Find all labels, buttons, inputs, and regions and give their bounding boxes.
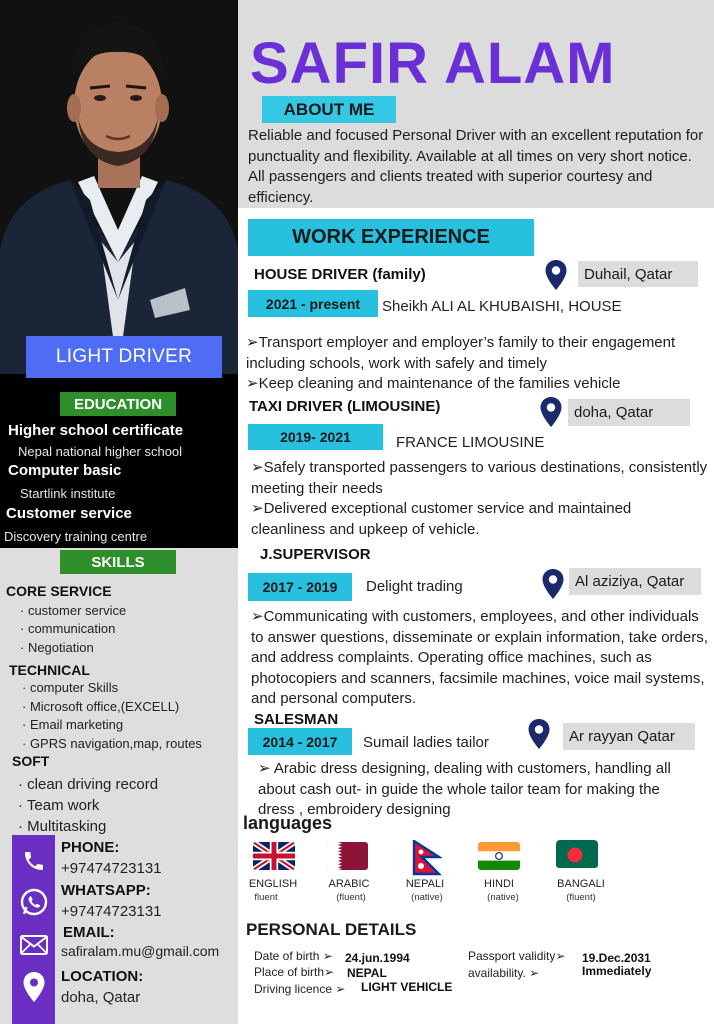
job-location: Al aziziya, Qatar: [569, 568, 701, 595]
availability-value: Immediately: [582, 964, 652, 978]
email-icon: [16, 927, 52, 963]
whatsapp-icon: [16, 884, 52, 920]
email-label: EMAIL:: [63, 924, 115, 941]
job-description: ➢Transport employer and employer’s family to their engagement including schools, work with safely and timely ➢Keep cleaning and maintenance of the families vehicle: [246, 334, 676, 392]
availability-label: availability. ➢: [468, 966, 540, 980]
skill-item: · Microsoft office,(EXCELL): [22, 699, 180, 714]
dob-label: Date of birth ➢: [254, 949, 333, 963]
licence-label: Driving licence ➢: [254, 982, 346, 996]
job-title: HOUSE DRIVER (family): [254, 266, 426, 283]
language-level: (fluent): [566, 892, 596, 903]
location-pin-icon: [539, 396, 563, 428]
work-experience-heading: WORK EXPERIENCE: [248, 219, 534, 256]
job-dates: 2021 - present: [248, 290, 378, 317]
bangladesh-flag-icon: [556, 840, 598, 868]
language-name: HINDI: [484, 878, 514, 890]
language-level: fluent: [254, 892, 278, 903]
education-institution: Discovery training centre: [4, 529, 148, 544]
job-title: TAXI DRIVER (LIMOUSINE): [249, 398, 441, 415]
location-pin-icon: [544, 259, 568, 291]
location-icon: [16, 969, 52, 1005]
qatar-flag-icon: [326, 842, 368, 870]
skill-item: · Multitasking: [18, 818, 107, 835]
education-title: Customer service: [6, 505, 132, 522]
job-employer: Sheikh ALI AL KHUBAISHI, HOUSE: [382, 298, 622, 315]
candidate-name: SAFIR ALAM: [250, 31, 616, 96]
skill-item: · GPRS navigation,map, routes: [22, 736, 202, 751]
job-description: ➢ Arabic dress designing, dealing with customers, handling all about cash out- in guide the whole tailor team for making the dress , embroidery designing: [258, 760, 671, 818]
skill-item: · communication: [20, 621, 116, 636]
job-dates: 2017 - 2019: [248, 573, 352, 601]
pob-label: Place of birth➢: [254, 965, 335, 979]
language-level: (native): [487, 892, 519, 903]
job-location: Ar rayyan Qatar: [563, 723, 695, 750]
language-level: (fluent): [336, 892, 366, 903]
phone-number[interactable]: +97474723131: [61, 860, 162, 877]
whatsapp-number[interactable]: +97474723131: [61, 903, 162, 920]
location-pin-icon: [541, 568, 565, 600]
job-title: J.SUPERVISOR: [260, 546, 371, 563]
language-name: ARABIC: [328, 878, 370, 890]
job-employer: FRANCE LIMOUSINE: [396, 434, 545, 451]
education-institution: Nepal national higher school: [18, 444, 183, 459]
education-heading: EDUCATION: [60, 392, 176, 416]
job-location: Duhail, Qatar: [578, 261, 698, 287]
profile-photo: [0, 0, 238, 374]
skill-item: · Email marketing: [22, 717, 124, 732]
dob-value: 24.jun.1994: [345, 951, 410, 965]
personal-details-heading: PERSONAL DETAILS: [246, 920, 417, 939]
phone-icon: [16, 843, 52, 879]
passport-value: 19.Dec.2031: [582, 951, 651, 965]
job-description: ➢Safely transported passengers to various destinations, consistently meeting their needs ➢Delivered exceptional customer service and maintained cleanliness and upkeep of vehicle.: [251, 459, 708, 538]
india-flag-icon: [478, 842, 520, 870]
email-address[interactable]: safiralam.mu@gmail.com: [61, 943, 220, 959]
language-name: ENGLISH: [248, 878, 298, 890]
phone-label: PHONE:: [61, 839, 120, 856]
location-label: LOCATION:: [61, 968, 144, 985]
uk-flag-icon: [253, 842, 295, 870]
skill-item: · customer service: [20, 603, 127, 618]
education-institution: Startlink institute: [20, 486, 116, 501]
job-description: ➢Communicating with customers, employees, and other individuals to answer questions, disseminate or explain information, take orders, and address complaints. Operating office machines, such as photocopiers and scanners, facsimile machines, voice mail systems, and personal computers.: [251, 608, 708, 707]
pob-value: NEPAL: [347, 966, 387, 980]
passport-label: Passport validity➢: [468, 949, 566, 963]
skill-item: · clean driving record: [18, 776, 159, 793]
education-title: Computer basic: [8, 462, 122, 479]
core-service-heading: CORE SERVICE: [6, 583, 112, 599]
licence-value: LIGHT VEHICLE: [361, 980, 453, 994]
language-name: NEPALI: [405, 878, 445, 890]
about-text: Reliable and focused Personal Driver with an excellent reputation for punctuality and flexibility. Available at all times on very short notice. All passengers and clients treated with superior courtesy and efficiency.: [248, 127, 704, 206]
skill-item: · Negotiation: [20, 640, 94, 655]
location-pin-icon: [527, 718, 551, 750]
job-dates: 2014 - 2017: [248, 728, 352, 755]
job-title: SALESMAN: [254, 711, 339, 728]
license-badge: LIGHT DRIVER: [26, 336, 222, 378]
language-name: BANGALI: [557, 878, 605, 890]
skills-heading: SKILLS: [60, 550, 176, 574]
job-location: doha, Qatar: [568, 399, 690, 426]
whatsapp-label: WHATSAPP:: [61, 882, 151, 899]
job-dates: 2019- 2021: [248, 424, 383, 450]
location-value: doha, Qatar: [61, 989, 141, 1006]
job-employer: Delight trading: [366, 578, 463, 595]
skill-item: · computer Skills: [22, 680, 119, 695]
about-heading: ABOUT ME: [262, 96, 396, 123]
skill-item: · Team work: [18, 797, 100, 814]
nepal-flag-icon: [412, 840, 442, 876]
languages-heading: languages: [243, 813, 333, 833]
technical-heading: TECHNICAL: [9, 662, 90, 678]
education-title: Higher school certificate: [8, 422, 184, 439]
language-level: (native): [411, 892, 443, 903]
job-employer: Sumail ladies tailor: [363, 734, 489, 751]
soft-heading: SOFT: [12, 753, 50, 769]
